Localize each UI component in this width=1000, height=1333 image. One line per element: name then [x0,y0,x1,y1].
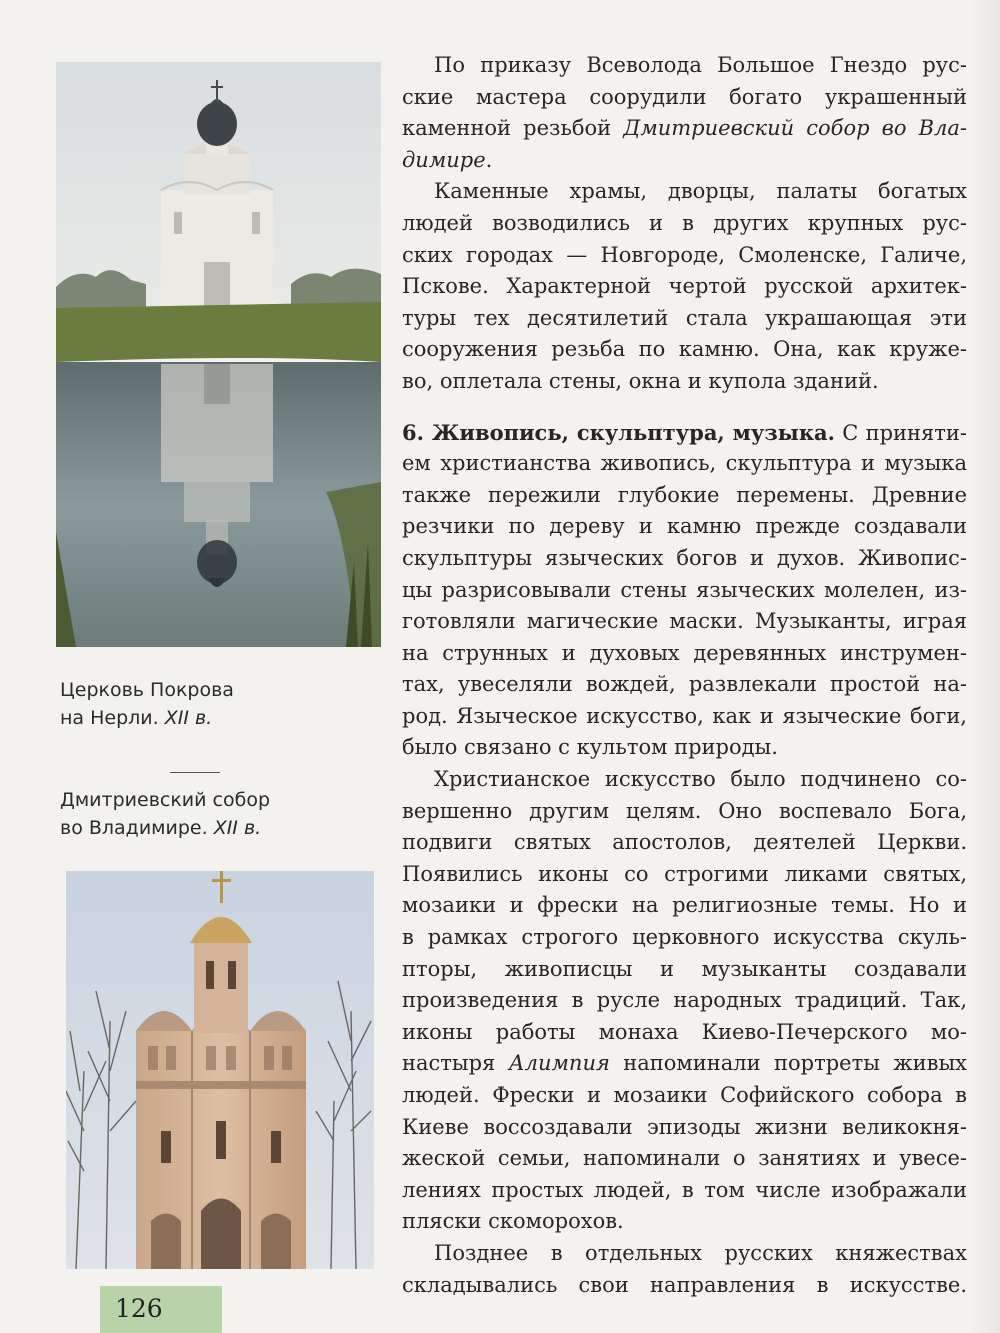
caption-dmitrievsky-cathedral [60,786,270,842]
text-line [402,417,967,449]
photo-church-nerl [56,62,381,647]
text-fragment: настыря [402,1051,509,1076]
photo-dmitrievsky-cathedral [66,871,374,1269]
caption-church-nerl [60,676,234,732]
text-line: ских городах — Новгороде, Смоленске, Галиче, [402,242,967,267]
text-line [402,113,967,145]
caption-nerl-line2 [60,704,234,732]
text-line: Каменные храмы, дворцы, палаты богатых [434,179,967,204]
caption-nerl-century: XII в. [164,707,213,729]
text-line: тах, увеселяли вождей, развлекали простой на- [402,672,967,697]
section-heading: 6. Живопись, скульптура, музыка. [402,419,835,445]
text-line [402,145,967,177]
text-line: во, оплетала стены, окна и купола зданий. [402,368,879,393]
text-line: лениях простых людей, в том числе изображали [402,1177,967,1202]
text-line: Христианское искусство было подчинено со- [434,767,967,792]
text-line: складывались свои направления в искусстве. [402,1272,967,1297]
text-line: в рамках строгого церковного искусства скуль- [402,925,967,950]
italic-name-alimpiy: Алимпия [508,1051,610,1076]
text-line: жеской семьи, напоминали о занятиях и увесе- [402,1146,967,1171]
text-line: иконы работы монаха Киево-Печерского мо- [402,1019,967,1044]
text-line: резчики по дереву и камню прежде создавали [402,514,967,539]
text-line: туры тех десятилетий стала украшающая эти [402,305,967,330]
page-edge-shadow [970,0,1000,1333]
text-line: произведения в русле народных традиций. Так, [402,988,967,1013]
main-text [402,50,967,1301]
text-line: скульптуры языческих богов и духов. Живопис- [402,545,967,570]
text-line: было связано с культом природы. [402,735,778,760]
text-line: род. Языческое искусство, как и языческие боги, [402,703,967,728]
text-fragment: . [485,147,493,172]
caption-dmitr-century: XII в. [213,817,262,839]
caption-divider [170,772,220,773]
italic-term-dmitrievsky-cont: димире [402,147,486,172]
text-line: Пскове. Характерной чертой русской архитек- [402,274,967,299]
text-line: цы разрисовывали стены языческих молелен, из- [402,577,967,602]
text-fragment: С приняти- [834,420,967,445]
text-line: на струнных и духовых деревянных инструмен- [402,640,967,665]
text-line: подвиги святых апостолов, деятелей Церкви. [402,830,967,855]
caption-nerl-place: на Нерли. [60,707,165,729]
text-line: По приказу Всеволода Большое Гнездо рус- [434,53,967,77]
caption-dmitr-line2 [60,814,270,842]
text-line: пляски скоморохов. [402,1209,624,1234]
text-line: готовляли магические маски. Музыканты, играя [402,609,967,634]
caption-nerl-line1: Церковь Покрова [60,679,234,701]
text-line: людей возводились и в других крупных рус- [402,210,967,235]
text-line: пторы, живописцы и музыканты создавали [402,956,967,981]
text-line: ем христианства живопись, скульптура и музыка [402,451,967,476]
text-line: также пережили глубокие перемены. Древние [402,482,967,507]
text-line: людей. Фрески и мозаики Софийского собора в [402,1083,967,1107]
text-line: Позднее в отдельных русских княжествах [434,1240,967,1265]
italic-term-dmitrievsky: Дмитриевский собор во Вла- [623,116,967,141]
text-line: сооружения резьба по камню. Она, как круже- [402,337,967,362]
text-line: Киеве воссоздавали эпизоды жизни великокня- [402,1114,967,1139]
text-line: ские мастера соорудили богато украшенный [402,84,967,109]
text-fragment: каменной резьбой [402,116,624,141]
caption-dmitr-line1: Дмитриевский собор [60,789,271,811]
caption-dmitr-place: во Владимире. [60,817,214,839]
page-number: 126 [115,1294,163,1323]
text-line: мозаики и фрески на религиозные темы. Но и [402,893,967,918]
text-line: вершенно другим целям. Оно воспевало Бога, [402,798,967,823]
text-fragment: напоминали портреты живых [609,1051,967,1076]
text-line [402,1048,967,1080]
text-line: Появились иконы со строгими ликами святых, [402,861,967,886]
